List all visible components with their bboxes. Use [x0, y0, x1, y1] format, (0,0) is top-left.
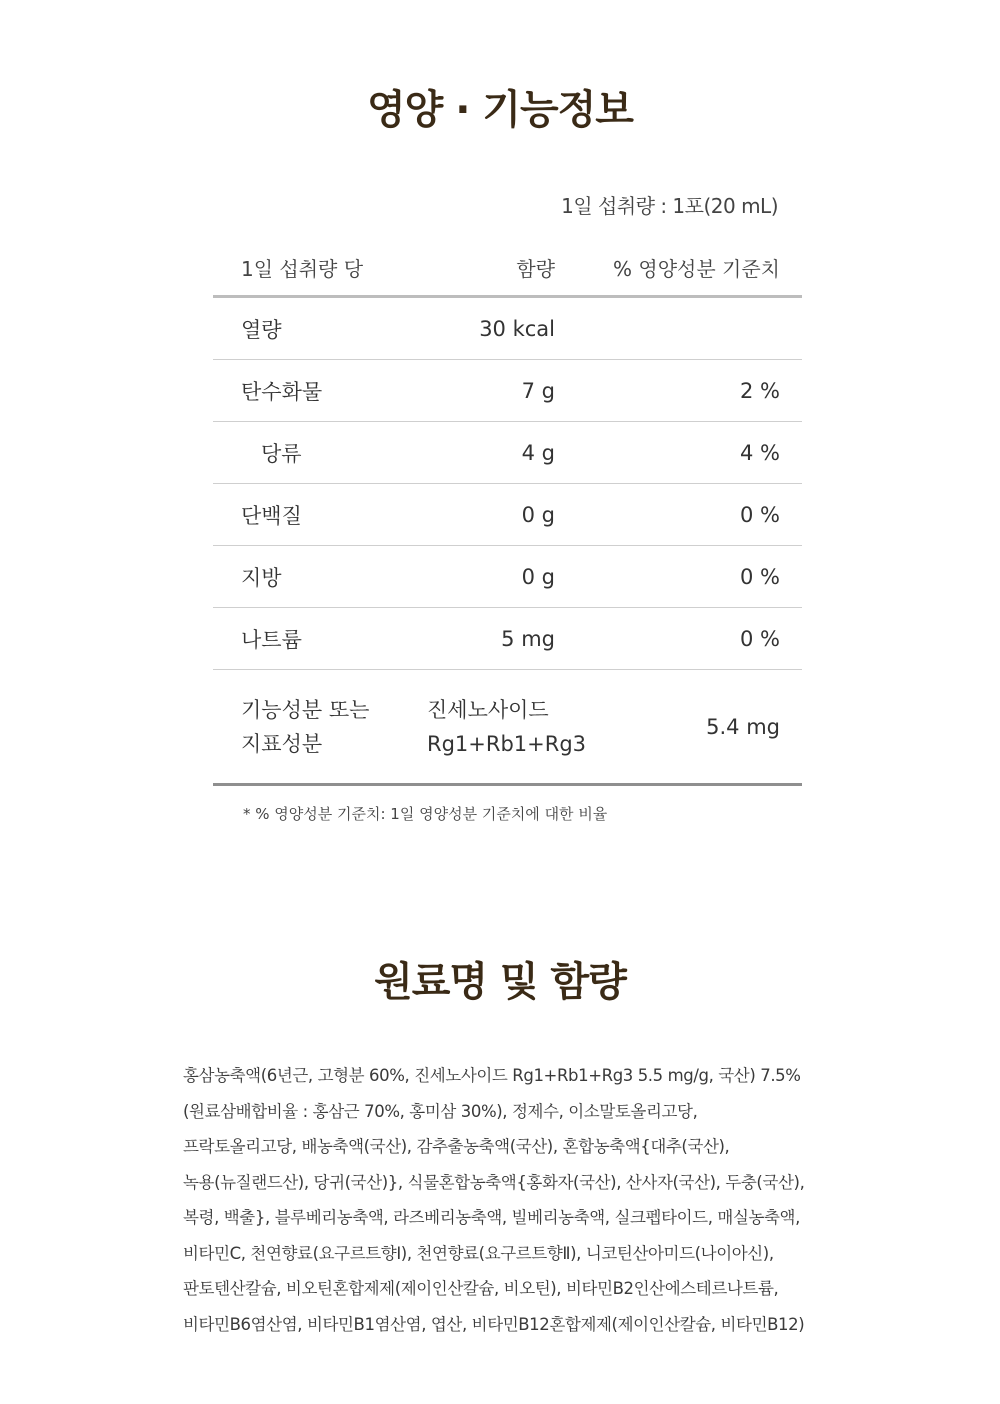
nutrient-daily-value: 0 % — [740, 626, 780, 651]
functional-ingredient-name — [413, 693, 587, 761]
nutrient-name: 탄수화물 — [241, 379, 323, 404]
nutrient-daily-value: 0 % — [740, 564, 780, 589]
functional-name-line1: 진세노사이드 — [427, 697, 549, 722]
ingredients-title: 원료명 및 함량 — [374, 959, 626, 1005]
ingredients-line: 비타민C, 천연향료(요구르트향Ⅰ), 천연향료(요구르트향Ⅱ), 니코틴산아미드(나이아신), — [183, 1243, 774, 1263]
nutrient-name: 나트륨 — [241, 627, 302, 652]
table-row — [213, 422, 802, 484]
ingredients-list — [183, 1058, 823, 1342]
functional-name-line2: Rg1+Rb1+Rg3 — [427, 731, 587, 756]
table-header-row — [213, 240, 802, 298]
nutrient-amount: 0 g — [521, 502, 555, 527]
functional-label — [213, 693, 413, 761]
table-row — [213, 360, 802, 422]
nutrient-name: 지방 — [241, 565, 282, 590]
nutrient-amount: 30 kcal — [479, 316, 555, 341]
ingredients-line: 복령, 백출}, 블루베리농축액, 라즈베리농축액, 빌베리농축액, 실크펩타이드, 매실농축액, — [183, 1208, 800, 1227]
header-daily-value: % 영양성분 기준치 — [613, 257, 780, 281]
nutrient-name: 단백질 — [241, 503, 302, 528]
serving-size-note: 1일 섭취량 : 1포(20 mL) — [561, 194, 778, 218]
nutrition-title: 영양 · 기능정보 — [367, 87, 633, 133]
ingredients-line: 프락토올리고당, 배농축액(국산), 감추출농축액(국산), 혼합농축액{대추(국산), — [183, 1137, 730, 1156]
nutrient-name: 열량 — [241, 317, 282, 342]
nutrient-amount: 0 g — [521, 564, 555, 589]
table-row — [213, 608, 802, 670]
nutrient-daily-value: 4 % — [740, 440, 780, 465]
ingredients-line: (원료삼배합비율 : 홍삼근 70%, 홍미삼 30%), 정제수, 이소말토올리고당, — [183, 1101, 698, 1121]
functional-label-line1: 기능성분 또는 — [241, 697, 370, 722]
daily-value-footnote: * % 영양성분 기준치: 1일 영양성분 기준치에 대한 비율 — [243, 805, 608, 823]
table-row — [213, 546, 802, 608]
ingredients-line: 판토텐산칼슘, 비오틴혼합제제(제이인산칼슘, 비오틴), 비타민B2인산에스테르나트륨, — [183, 1279, 779, 1298]
functional-amount: 5.4 mg — [706, 714, 780, 739]
functional-label-line2: 지표성분 — [241, 731, 323, 756]
nutrient-amount: 4 g — [521, 440, 555, 465]
functional-ingredient-row — [213, 670, 802, 786]
ingredients-line: 홍삼농축액(6년근, 고형분 60%, 진세노사이드 Rg1+Rb1+Rg3 5.5 mg/g, 국산) 7.5% — [183, 1066, 801, 1085]
ingredients-line: 비타민B6염산염, 비타민B1염산염, 엽산, 비타민B12혼합제제(제이인산칼슘, 비타민B12) — [183, 1314, 805, 1334]
ingredients-line: 녹용(뉴질랜드산), 당귀(국산)}, 식물혼합농축액{홍화자(국산), 산사자(국산), 두충(국산), — [183, 1172, 805, 1192]
nutrient-daily-value: 0 % — [740, 502, 780, 527]
table-row — [213, 298, 802, 360]
nutrient-amount: 5 mg — [501, 626, 555, 651]
header-amount: 함량 — [516, 257, 555, 281]
nutrient-amount: 7 g — [521, 378, 555, 403]
header-per-day: 1일 섭취량 당 — [241, 257, 364, 281]
nutrition-table — [213, 240, 802, 786]
table-row — [213, 484, 802, 546]
nutrient-name: 당류 — [261, 441, 302, 466]
nutrient-daily-value: 2 % — [740, 378, 780, 403]
